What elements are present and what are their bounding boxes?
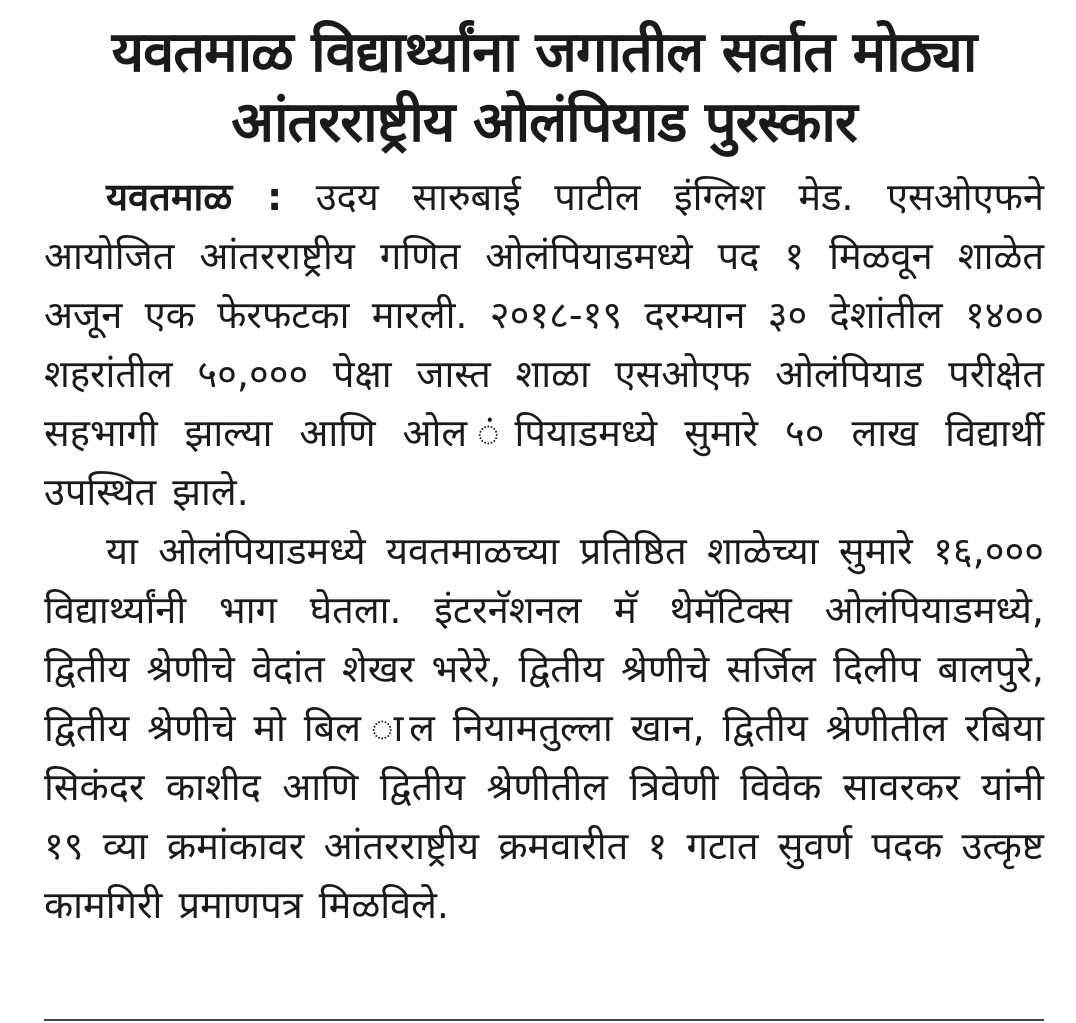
- headline: [44, 18, 1044, 158]
- headline-line-2: आंतरराष्ट्रीय ओलंपियाड पुरस्कार: [231, 90, 857, 155]
- dateline: यवतमाळ :: [106, 175, 283, 219]
- headline-line-1: यवतमाळ विद्यार्थ्यांना जगातील सर्वात मोठ्या: [111, 20, 977, 85]
- paragraph-2: [44, 522, 1044, 935]
- paragraph-1: [44, 168, 1044, 522]
- paragraph-2-text: या ओलंपियाडमध्ये यवतमाळच्या प्रतिष्ठित शाळेच्या सुमारे १६,००० विद्यार्थ्यांनी भाग घेतला. इंटरनॅशनल मॅ थेमॅटिक्स ओलंपियाडमध्ये, द्वितीय श्रेणीचे वेदांत शेखर भरेरे, द्वितीय श्रेणीचे सर्जिल दिलीप बालपुरे, द्वितीय श्रेणीचे मो बिल ाल नियामतुल्ला खान, द्वितीय श्रेणीतील रबिया सिकंदर काशीद आणि द्वितीय श्रेणीतील त्रिवेणी विवेक सावरकर यांनी १९ व्या क्रमांकावर आंतरराष्ट्रीय क्रमवारीत १ गटात सुवर्ण पदक उत्कृष्ट कामगिरी प्रमाणपत्र मिळविले.: [44, 529, 1044, 927]
- bottom-rule: [44, 1019, 1044, 1021]
- paragraph-1-text: उदय सारुबाई पाटील इंग्लिश मेड. एसओएफने आयोजित आंतरराष्ट्रीय गणित ओलंपियाडमध्ये पद १ मिळवून शाळेत अजून एक फेरफटका मारली. २०१८-१९ दरम्यान ३० देशांतील १४०० शहरांतील ५०,००० पेक्षा जास्त शाळा एसओएफ ओलंपियाड परीक्षेत सहभागी झाल्या आणि ओल ंपियाडमध्ये सुमारे ५० लाख विद्यार्थी उपस्थित झाले.: [44, 175, 1044, 514]
- article-body: [44, 168, 1044, 935]
